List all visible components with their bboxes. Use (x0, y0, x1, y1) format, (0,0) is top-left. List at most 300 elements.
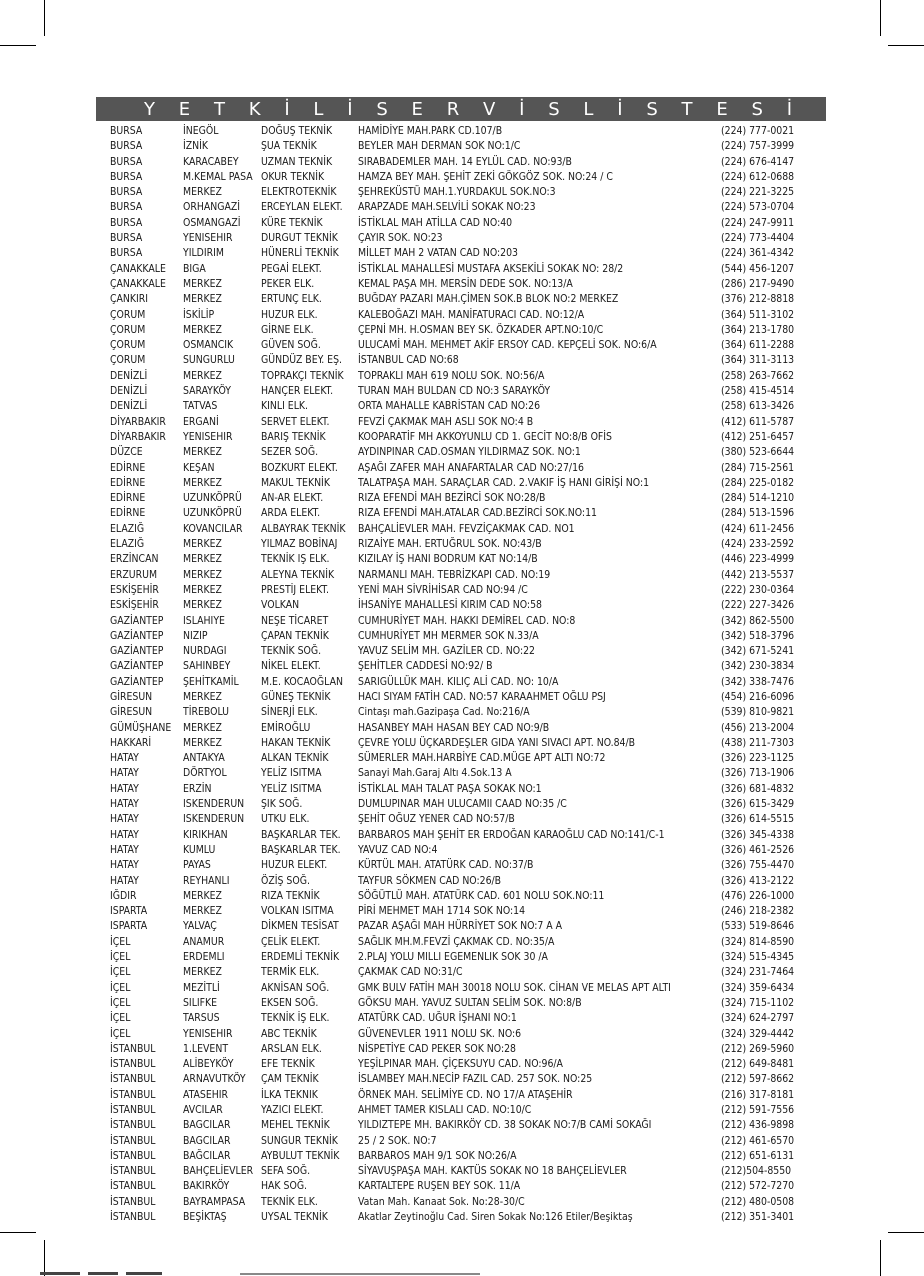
district-cell: MEZİTLİ (183, 981, 220, 994)
city-cell: İÇEL (110, 1027, 131, 1040)
table-row (110, 1118, 826, 1133)
district-cell: ORHANGAZİ (183, 201, 241, 214)
title-letter: L (583, 98, 594, 120)
address-cell: RIZAİYE MAH. ERTUĞRUL SOK. NO:43/B (358, 538, 542, 551)
district-cell: ISLAHIYE (183, 614, 225, 627)
address-cell: AHMET TAMER KISLALI CAD. NO:10/C (358, 1104, 532, 1116)
table-row (110, 705, 826, 720)
service-name-cell: ALBAYRAK TEKNİK (261, 522, 346, 535)
city-cell: GAZİANTEP (110, 660, 164, 673)
district-cell: ISKENDERUN (183, 798, 245, 811)
address-cell: DUMLUPINAR MAH ULUCAMII CAAD NO:35 /C (358, 798, 567, 811)
service-name-cell: HAKAN TEKNİK (261, 736, 331, 749)
table-row (110, 231, 826, 246)
service-name-cell: DURGUT TEKNİK (261, 232, 338, 245)
phone-cell: (326) 615-3429 (721, 798, 795, 811)
service-name-cell: ÇAPAN TEKNİK (261, 629, 329, 642)
address-cell: İSTANBUL CAD NO:68 (358, 354, 459, 367)
district-cell: MERKEZ (183, 186, 222, 199)
service-name-cell: TEKNİK İŞ ELK. (261, 1012, 330, 1025)
table-row (110, 139, 826, 154)
table-row (110, 476, 826, 491)
phone-cell: (364) 511-3102 (721, 308, 795, 321)
district-cell: ANAMUR (183, 935, 225, 948)
phone-cell: (286) 217-9490 (721, 277, 795, 290)
phone-cell: (224) 773-4404 (721, 232, 795, 245)
title-letter: T (213, 98, 225, 120)
phone-cell: (533) 519-8646 (721, 920, 795, 933)
phone-cell: (364) 213-1780 (721, 323, 795, 336)
city-cell: ERZURUM (110, 568, 158, 581)
phone-cell: (224) 612-0688 (721, 170, 795, 183)
address-cell: İSTİKLAL MAH TALAT PAŞA SOKAK NO:1 (358, 782, 542, 795)
district-cell: MERKEZ (183, 446, 222, 459)
address-cell: YEŞİLPINAR MAH. ÇİÇEKSUYU CAD. NO:96/A (358, 1058, 563, 1071)
table-row (110, 1179, 826, 1194)
phone-cell: (224) 757-3999 (721, 140, 795, 153)
service-name-cell: TOPRAKÇI TEKNİK (261, 369, 344, 382)
table-row (110, 185, 826, 200)
city-cell: İSTANBUL (110, 1073, 156, 1086)
phone-cell: (224) 777-0021 (721, 125, 795, 137)
service-name-cell: ARSLAN ELK. (261, 1042, 322, 1055)
phone-cell: (284) 715-2561 (721, 461, 795, 474)
service-name-cell: VOLKAN ISITMA (261, 905, 334, 918)
address-cell: ÖRNEK MAH. SELİMİYE CD. NO 17/A ATAŞEHİR (358, 1088, 573, 1101)
phone-cell: (326) 755-4470 (721, 859, 795, 872)
table-row (110, 292, 826, 307)
table-row (110, 1164, 826, 1179)
address-cell: BUĞDAY PAZARI MAH.ÇİMEN SOK.B BLOK NO:2 MERKEZ (358, 293, 619, 306)
address-cell: MİLLET MAH 2 VATAN CAD NO:203 (358, 247, 518, 260)
district-cell: MERKEZ (183, 476, 222, 489)
district-cell: TARSUS (183, 1012, 220, 1025)
city-cell: İSTANBUL (110, 1195, 156, 1208)
phone-cell: (284) 225-0182 (721, 476, 795, 489)
table-row (110, 858, 826, 873)
service-name-cell: YELİZ ISITMA (261, 767, 322, 780)
service-name-cell: BOZKURT ELEKT. (261, 461, 338, 474)
address-cell: Cintaşı mah.Gazipaşa Cad. No:216/A (358, 706, 530, 719)
district-cell: M.KEMAL PASA (183, 170, 253, 183)
district-cell: BEŞİKTAŞ (183, 1211, 227, 1224)
district-cell: ERDEMLI (183, 951, 225, 964)
address-cell: ÇAYIR SOK. NO:23 (358, 232, 443, 245)
city-cell: DİYARBAKIR (110, 415, 166, 428)
address-cell: HASANBEY MAH HASAN BEY CAD NO:9/B (358, 721, 550, 734)
service-name-cell: ERTUNÇ ELK. (261, 293, 322, 306)
address-cell: Akatlar Zeytinoğlu Cad. Siren Sokak No:126 Etiler/Beşiktaş (358, 1211, 633, 1224)
table-row (110, 522, 826, 537)
table-row (110, 583, 826, 598)
phone-cell: (326) 345-4338 (721, 828, 795, 841)
city-cell: BURSA (110, 155, 143, 168)
printer-footer-strip (40, 1270, 500, 1276)
address-cell: GÖKSU MAH. YAVUZ SULTAN SELİM SOK. NO:8/B (358, 996, 582, 1009)
phone-cell: (224) 221-3225 (721, 186, 795, 199)
city-cell: IĞDIR (110, 889, 137, 902)
address-cell: TAYFUR SÖKMEN CAD NO:26/B (358, 874, 502, 887)
service-name-cell: TEKNİK SOĞ. (261, 645, 322, 658)
district-cell: ALİBEYKÖY (183, 1058, 234, 1071)
table-row (110, 430, 826, 445)
district-cell: KOVANCILAR (183, 522, 243, 535)
address-cell: ŞEHİT OĞUZ YENER CAD NO:57/B (358, 813, 515, 826)
service-name-cell: EMİROĞLU (261, 721, 311, 734)
service-name-cell: NEŞE TİCARET (261, 614, 329, 627)
city-cell: İSTANBUL (110, 1180, 156, 1193)
table-row (110, 812, 826, 827)
service-name-cell: AKNİSAN SOĞ. (261, 981, 330, 994)
district-cell: SAHINBEY (183, 660, 231, 673)
district-cell: KIRIKHAN (183, 828, 228, 841)
phone-cell: (324) 359-6434 (721, 981, 795, 994)
service-name-cell: AN-AR ELEKT. (261, 492, 324, 505)
address-cell: PİRİ MEHMET MAH 1714 SOK NO:14 (358, 905, 526, 918)
address-cell: SIRABADEMLER MAH. 14 EYLÜL CAD. NO:93/B (358, 155, 572, 168)
service-name-cell: PEGAİ ELEKT. (261, 262, 322, 275)
city-cell: İSTANBUL (110, 1134, 156, 1147)
table-row (110, 904, 826, 919)
phone-cell: (224) 676-4147 (721, 155, 795, 168)
address-cell: YAVUZ SELİM MH. GAZİLER CD. NO:22 (358, 645, 535, 658)
address-cell: KEMAL PAŞA MH. MERSİN DEDE SOK. NO:13/A (358, 277, 573, 290)
district-cell: 1.LEVENT (183, 1042, 229, 1055)
phone-cell: (476) 226-1000 (721, 889, 795, 902)
address-cell: KALEBOĞAZI MAH. MANİFATURACI CAD. NO:12/A (358, 308, 585, 321)
phone-cell: (222) 230-0364 (721, 583, 795, 596)
city-cell: İSTANBUL (110, 1042, 156, 1055)
address-cell: ATATÜRK CAD. UĞUR İŞHANI NO:1 (358, 1012, 517, 1025)
district-cell: KEŞAN (183, 461, 215, 474)
service-name-cell: BAŞKARLAR TEK. (261, 843, 341, 856)
city-cell: BURSA (110, 125, 143, 137)
service-name-cell: SEFA SOĞ. (261, 1165, 311, 1178)
phone-cell: (424) 233-2592 (721, 538, 795, 551)
address-cell: AŞAĞI ZAFER MAH ANAFARTALAR CAD NO:27/16 (358, 461, 584, 474)
address-cell: TALATPAŞA MAH. SARAÇLAR CAD. 2.VAKIF İŞ HANI GİRİŞİ NO:1 (358, 476, 650, 489)
city-cell: İSTANBUL (110, 1088, 156, 1101)
city-cell: BURSA (110, 170, 143, 183)
district-cell: ERZİN (183, 782, 212, 795)
service-list-body (110, 124, 826, 1225)
city-cell: EDİRNE (110, 492, 146, 505)
table-row (110, 1072, 826, 1087)
city-cell: ELAZIĞ (110, 538, 145, 551)
phone-cell: (326) 681-4832 (721, 782, 795, 795)
phone-cell: (324) 624-2797 (721, 1012, 795, 1025)
phone-cell: (216) 317-8181 (721, 1088, 795, 1101)
table-row (110, 155, 826, 170)
district-cell: YENISEHIR (183, 430, 233, 443)
service-name-cell: GİRNE ELK. (261, 323, 314, 336)
service-name-cell: HANÇER ELEKT. (261, 385, 334, 398)
title-letter: İ (519, 98, 525, 120)
city-cell: İÇEL (110, 996, 131, 1009)
address-cell: KIZILAY İŞ HANI BODRUM KAT NO:14/B (358, 553, 538, 566)
service-name-cell: SİNERJİ ELK. (261, 706, 318, 719)
city-cell: İÇEL (110, 951, 131, 964)
address-cell: İSTİKLAL MAH ATİLLA CAD NO:40 (358, 216, 513, 229)
address-cell: KARTALTEPE RUŞEN BEY SOK. 11/A (358, 1180, 521, 1193)
service-name-cell: M.E. KOCAOĞLAN (261, 675, 343, 688)
table-row (110, 1134, 826, 1149)
table-row (110, 200, 826, 215)
service-name-cell: GÜVEN SOĞ. (261, 339, 321, 352)
title-letter: E (716, 98, 728, 120)
table-row (110, 399, 826, 414)
service-name-cell: ARDA ELEKT. (261, 507, 321, 520)
address-cell: HACI SIYAM FATİH CAD. NO:57 KARAAHMET OĞLU PSJ (358, 690, 606, 703)
crop-mark-top-right (880, 0, 881, 36)
city-cell: HATAY (110, 798, 139, 811)
address-cell: YENİ MAH SİVRİHİSAR CAD NO:94 /C (358, 583, 528, 596)
district-cell: ŞEHİTKAMİL (183, 675, 239, 688)
title-letter: R (446, 98, 460, 120)
title-letter: T (681, 98, 693, 120)
address-cell: ŞEHİTLER CADDESİ NO:92/ B (358, 660, 493, 673)
service-name-cell: EFE TEKNİK (261, 1058, 315, 1071)
title-letter: İ (347, 98, 353, 120)
table-row (110, 445, 826, 460)
district-cell: REYHANLI (183, 874, 230, 887)
service-name-cell: SUNGUR TEKNİK (261, 1134, 338, 1147)
table-row (110, 889, 826, 904)
title-letter: Y (144, 98, 155, 120)
table-row (110, 308, 826, 323)
title-letter: İ (786, 98, 792, 120)
phone-cell: (246) 218-2382 (721, 905, 795, 918)
city-cell: İSTANBUL (110, 1104, 156, 1116)
district-cell: OSMANCIK (183, 339, 234, 352)
address-cell: Sanayi Mah.Garaj Altı 4.Sok.13 A (358, 767, 512, 780)
district-cell: MERKEZ (183, 583, 222, 596)
district-cell: UZUNKÖPRÜ (183, 492, 242, 505)
district-cell: MERKEZ (183, 736, 222, 749)
city-cell: EDİRNE (110, 476, 146, 489)
district-cell: BAYRAMPASA (183, 1195, 246, 1208)
district-cell: MERKEZ (183, 966, 222, 979)
city-cell: GÜMÜŞHANE (110, 721, 172, 734)
district-cell: MERKEZ (183, 369, 222, 382)
phone-cell: (212) 351-3401 (721, 1211, 795, 1224)
phone-cell: (326) 413-2122 (721, 874, 795, 887)
service-name-cell: MEHEL TEKNİK (261, 1119, 330, 1132)
table-row (110, 965, 826, 980)
address-cell: BARBAROS MAH ŞEHİT ER ERDOĞAN KARAOĞLU CAD NO:141/C-1 (358, 828, 665, 841)
city-cell: DENİZLİ (110, 400, 148, 413)
city-cell: ÇORUM (110, 323, 146, 336)
city-cell: BURSA (110, 232, 143, 245)
service-name-cell: UYSAL TEKNİK (261, 1211, 328, 1224)
phone-cell: (342) 518-3796 (721, 629, 795, 642)
district-cell: BAKIRKÖY (183, 1180, 230, 1193)
city-cell: HATAY (110, 767, 139, 780)
district-cell: DÖRTYOL (183, 767, 227, 780)
city-cell: ÇANAKKALE (110, 262, 166, 275)
service-name-cell: RIZA TEKNİK (261, 889, 320, 902)
table-row (110, 170, 826, 185)
service-name-cell: YELİZ ISITMA (261, 782, 322, 795)
phone-cell: (224) 361-4342 (721, 247, 795, 260)
address-cell: ULUCAMİ MAH. MEHMET AKİF ERSOY CAD. KEPÇELİ SOK. NO:6/A (358, 339, 657, 352)
table-row (110, 751, 826, 766)
city-cell: BURSA (110, 186, 143, 199)
phone-cell: (258) 613-3426 (721, 400, 795, 413)
district-cell: OSMANGAZİ (183, 216, 241, 229)
city-cell: DENİZLİ (110, 385, 148, 398)
phone-cell: (364) 611-2288 (721, 339, 795, 352)
district-cell: SILIFKE (183, 996, 218, 1009)
service-name-cell: SERVET ELEKT. (261, 415, 330, 428)
title-letter: E (178, 98, 191, 120)
table-row (110, 1027, 826, 1042)
district-cell: MERKEZ (183, 538, 222, 551)
table-row (110, 506, 826, 521)
address-cell: BEYLER MAH DERMAN SOK NO:1/C (358, 140, 521, 153)
table-row (110, 935, 826, 950)
city-cell: HATAY (110, 752, 139, 765)
city-cell: İSTANBUL (110, 1165, 156, 1178)
district-cell: MERKEZ (183, 599, 222, 612)
service-name-cell: GÜNDÜZ BEY. EŞ. (261, 354, 342, 367)
address-cell: HAMİDİYE MAH.PARK CD.107/B (358, 125, 503, 137)
city-cell: GAZİANTEP (110, 614, 164, 627)
phone-cell: (412) 251-6457 (721, 430, 795, 443)
district-cell: MERKEZ (183, 889, 222, 902)
phone-cell: (212) 461-6570 (721, 1134, 795, 1147)
phone-cell: (326) 461-2526 (721, 843, 795, 856)
address-cell: İSLAMBEY MAH.NECİP FAZIL CAD. 257 SOK. NO:25 (358, 1073, 593, 1086)
table-row (110, 216, 826, 231)
district-cell: İZNİK (183, 140, 209, 153)
crop-mark-left-lower (0, 1232, 36, 1233)
address-cell: SAĞLIK MH.M.FEVZİ ÇAKMAK CD. NO:35/A (358, 935, 555, 948)
address-cell: YILDIZTEPE MH. BAKIRKÖY CD. 38 SOKAK NO:7/B CAMİ SOKAĞI (358, 1119, 652, 1132)
title-letter: S (646, 98, 658, 120)
table-row (110, 537, 826, 552)
service-name-cell: ŞIK SOĞ. (261, 798, 303, 811)
address-cell: SÖĞÜTLÜ MAH. ATATÜRK CAD. 601 NOLU SOK.NO:11 (358, 889, 605, 902)
district-cell: KARACABEY (183, 155, 239, 168)
address-cell: SİYAVUŞPAŞA MAH. KAKTÜS SOKAK NO 18 BAHÇELİEVLER (358, 1165, 627, 1178)
service-name-cell: KÜRE TEKNİK (261, 216, 323, 229)
title-letter: İ (617, 98, 623, 120)
city-cell: İSTANBUL (110, 1119, 156, 1132)
city-cell: İSTANBUL (110, 1058, 156, 1071)
district-cell: YENISEHIR (183, 1027, 233, 1040)
city-cell: HATAY (110, 782, 139, 795)
table-row (110, 491, 826, 506)
table-row (110, 1210, 826, 1225)
city-cell: ÇORUM (110, 308, 146, 321)
table-row (110, 1011, 826, 1026)
district-cell: TİREBOLU (183, 706, 229, 719)
city-cell: ISPARTA (110, 905, 148, 918)
city-cell: HATAY (110, 874, 139, 887)
service-name-cell: KINLI ELK. (261, 400, 309, 413)
address-cell: NİSPETİYE CAD PEKER SOK NO:28 (358, 1042, 516, 1055)
service-name-cell: HUZUR ELEKT. (261, 859, 328, 872)
table-row (110, 782, 826, 797)
phone-cell: (212)504-8550 (721, 1165, 792, 1178)
city-cell: İÇEL (110, 966, 131, 979)
phone-cell: (224) 247-9911 (721, 216, 795, 229)
table-row (110, 996, 826, 1011)
city-cell: ÇANKIRI (110, 293, 149, 306)
service-name-cell: AYBULUT TEKNİK (261, 1149, 340, 1162)
service-name-cell: ABC TEKNİK (261, 1027, 317, 1040)
table-row (110, 353, 826, 368)
city-cell: ESKİŞEHİR (110, 583, 159, 596)
table-row (110, 629, 826, 644)
city-cell: ELAZIĞ (110, 522, 145, 535)
phone-cell: (212) 597-8662 (721, 1073, 795, 1086)
service-name-cell: UTKU ELK. (261, 813, 310, 826)
city-cell: İSTANBUL (110, 1211, 156, 1224)
table-row (110, 552, 826, 567)
table-row (110, 598, 826, 613)
address-cell: RIZA EFENDİ MAH BEZİRCİ SOK NO:28/B (358, 492, 546, 505)
address-cell: RIZA EFENDİ MAH.ATALAR CAD.BEZİRCİ SOK.NO:11 (358, 507, 597, 520)
phone-cell: (258) 263-7662 (721, 369, 795, 382)
district-cell: NIZIP (183, 629, 208, 642)
city-cell: BURSA (110, 216, 143, 229)
address-cell: TURAN MAH BULDAN CD NO:3 SARAYKÖY (358, 385, 551, 398)
service-name-cell: SEZER SOĞ. (261, 446, 319, 459)
address-cell: FEVZİ ÇAKMAK MAH ASLI SOK NO:4 B (358, 415, 534, 428)
phone-cell: (212) 649-8481 (721, 1058, 795, 1071)
city-cell: GİRESUN (110, 706, 153, 719)
phone-cell: (326) 223-1125 (721, 752, 795, 765)
table-row (110, 797, 826, 812)
phone-cell: (212) 269-5960 (721, 1042, 795, 1055)
table-row (110, 950, 826, 965)
table-row (110, 1103, 826, 1118)
service-name-cell: NİKEL ELEKT. (261, 660, 321, 673)
city-cell: İSTANBUL (110, 1149, 156, 1162)
phone-cell: (454) 216-6096 (721, 690, 795, 703)
phone-cell: (284) 514-1210 (721, 492, 795, 505)
title-letter: İ (284, 98, 290, 120)
city-cell: DİYARBAKIR (110, 430, 166, 443)
service-name-cell: TERMİK ELK. (261, 966, 320, 979)
service-name-cell: HUZUR ELK. (261, 308, 318, 321)
table-row (110, 1149, 826, 1164)
district-cell: MERKEZ (183, 568, 222, 581)
address-cell: ÇEVRE YOLU ÜÇKARDEŞLER GIDA YANI SIVACI APT. NO.84/B (358, 736, 636, 749)
city-cell: EDİRNE (110, 507, 146, 520)
city-cell: GAZİANTEP (110, 629, 164, 642)
crop-mark-top-left (44, 0, 45, 36)
district-cell: İNEGÖL (183, 125, 219, 137)
service-name-cell: ERCEYLAN ELEKT. (261, 201, 343, 214)
phone-cell: (212) 651-6131 (721, 1149, 795, 1162)
service-name-cell: ELEKTROTEKNİK (261, 186, 337, 199)
phone-cell: (342) 862-5500 (721, 614, 795, 627)
city-cell: HATAY (110, 843, 139, 856)
district-cell: SARAYKÖY (183, 385, 231, 398)
service-name-cell: ÇELİK ELEKT. (261, 935, 321, 948)
service-name-cell: GÜNEŞ TEKNİK (261, 690, 331, 703)
phone-cell: (364) 311-3113 (721, 354, 795, 367)
crop-mark-left-upper (0, 45, 36, 46)
address-cell: BARBAROS MAH 9/1 SOK NO:26/A (358, 1149, 517, 1162)
phone-cell: (438) 211-7303 (721, 736, 795, 749)
district-cell: ANTAKYA (183, 752, 225, 765)
table-row (110, 919, 826, 934)
city-cell: HAKKARİ (110, 736, 152, 749)
